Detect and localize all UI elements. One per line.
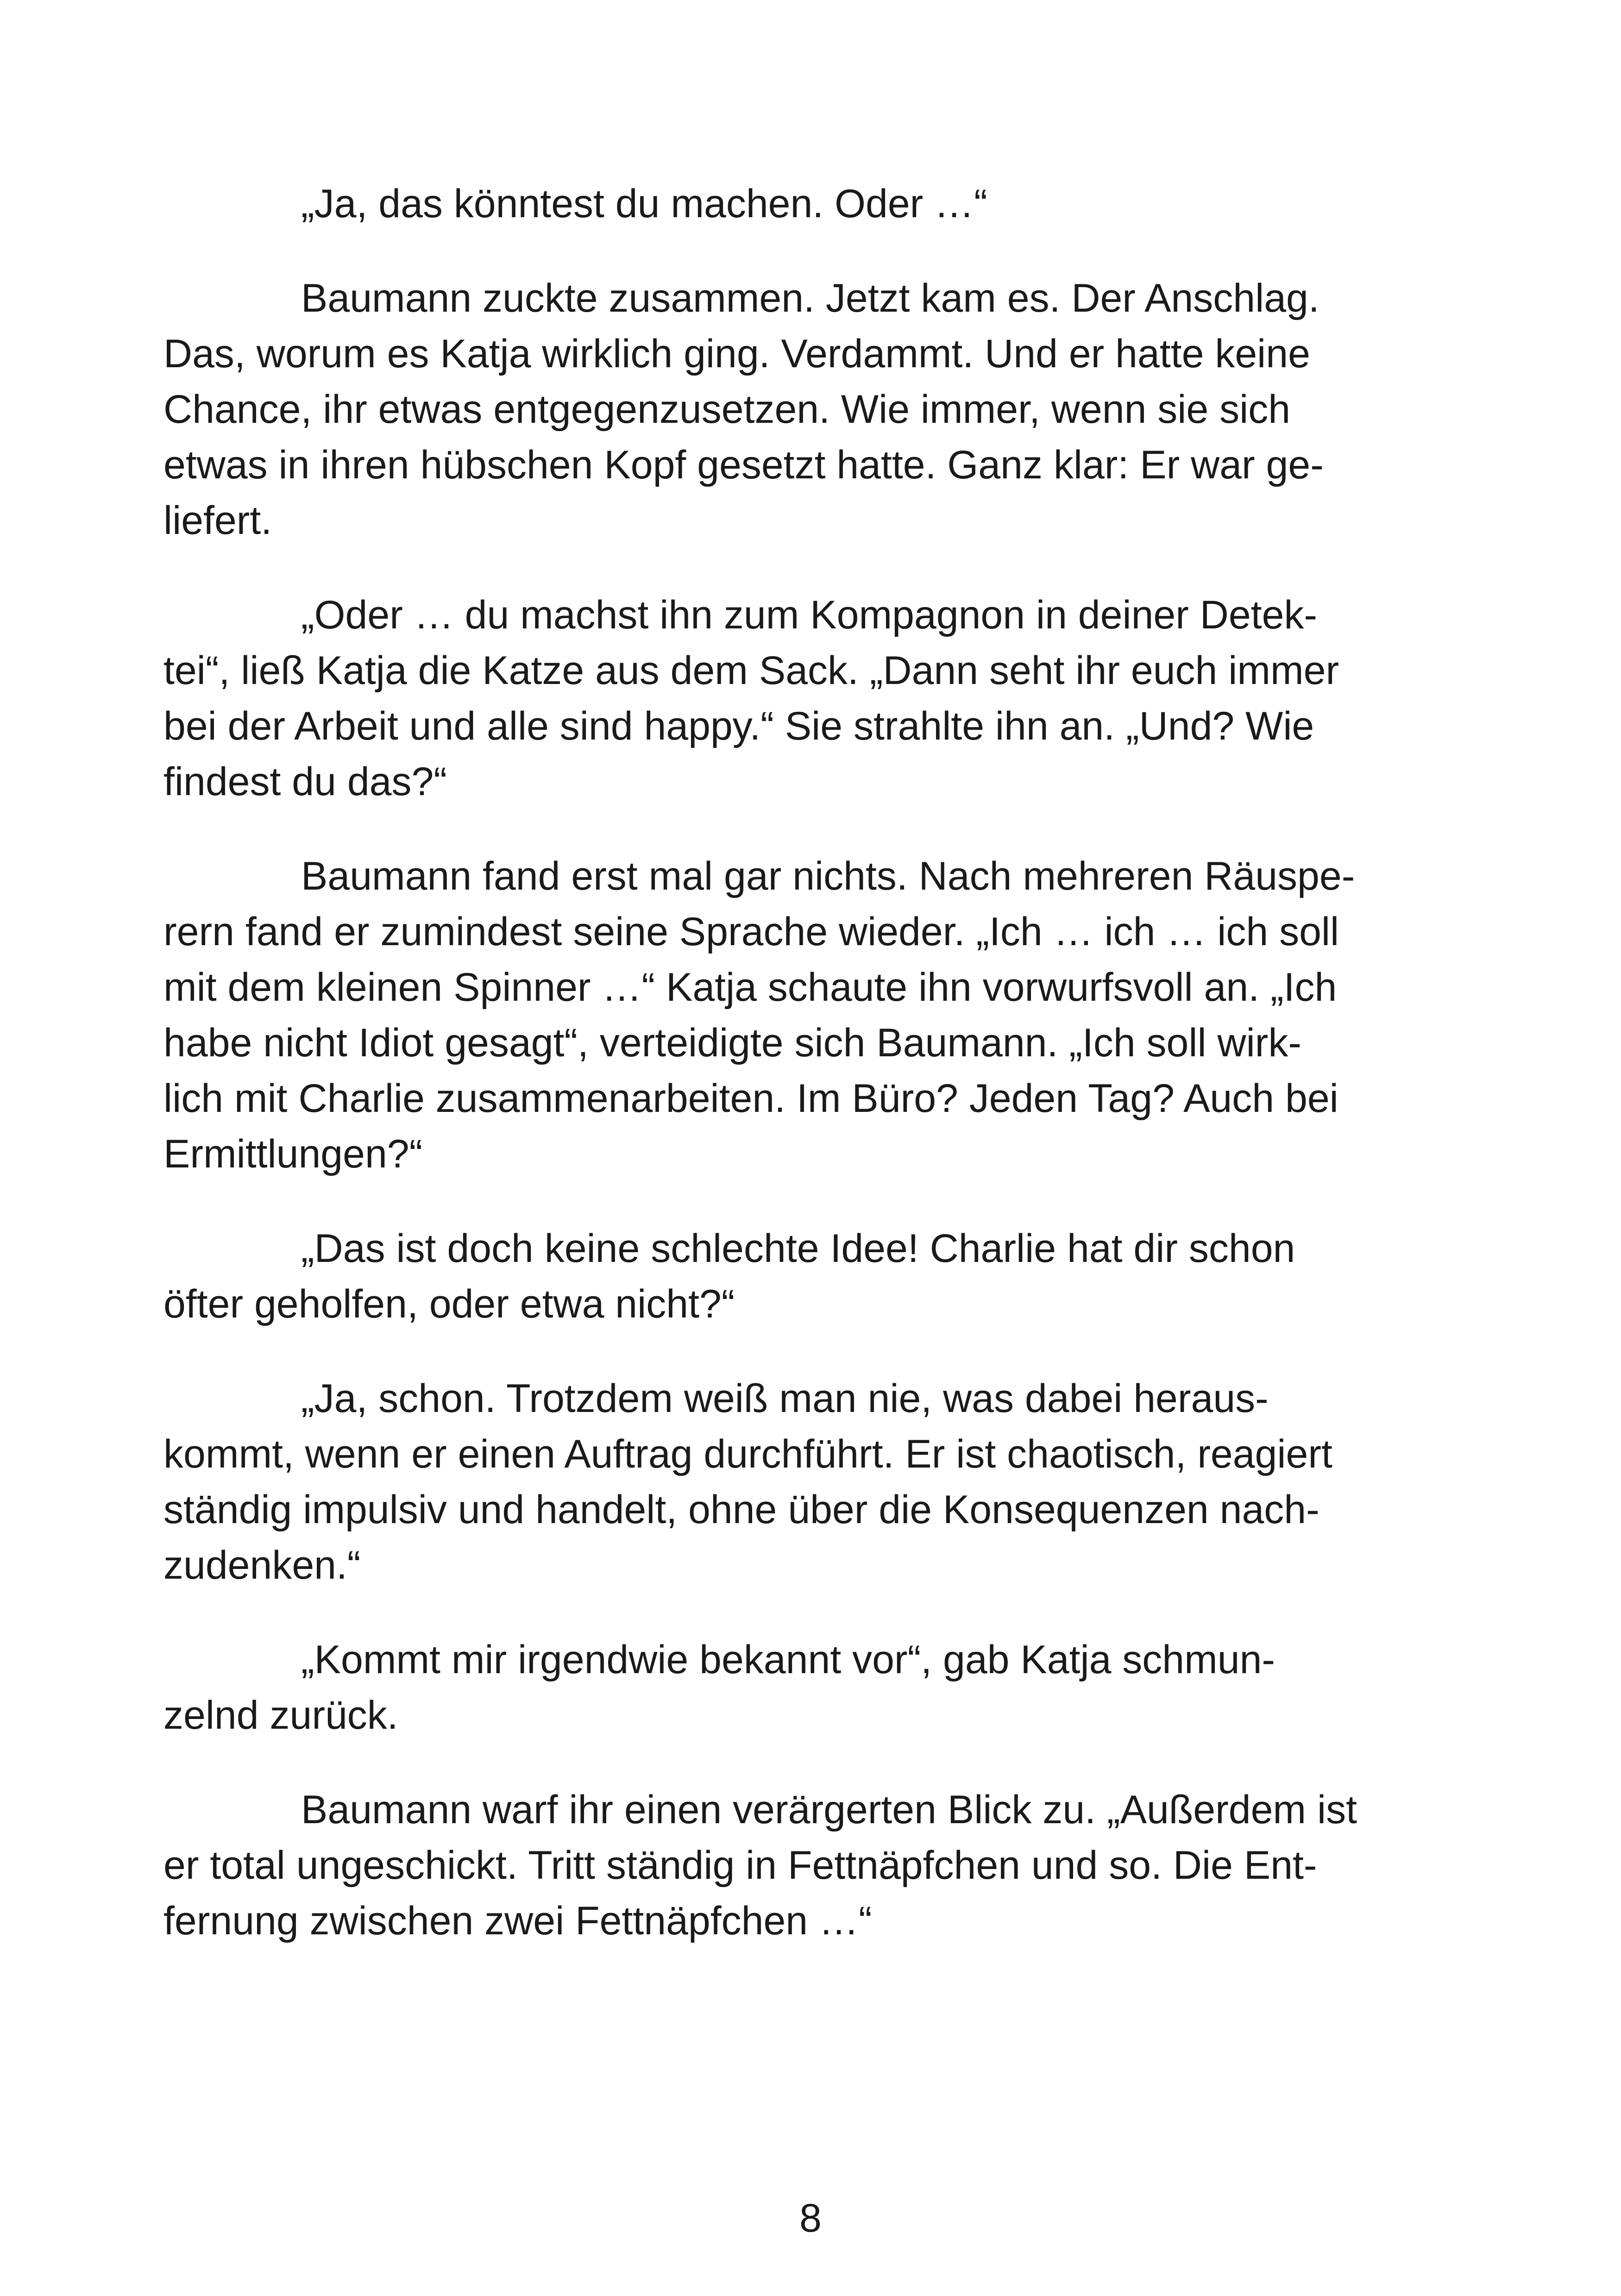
text-line: „Das ist doch keine schlechte Idee! Charlie hat dir schon [301, 1226, 1295, 1271]
paragraph-4 [163, 848, 1442, 1182]
text-line: tei“, ließ Katja die Katze aus dem Sack. „Dann seht ihr euch immer [163, 648, 1339, 693]
text-line: habe nicht Idiot gesagt“, verteidigte sich Baumann. „Ich soll wirk- [163, 1021, 1301, 1065]
text-line: Baumann zuckte zusammen. Jetzt kam es. Der Anschlag. [301, 276, 1319, 320]
text-line: lich mit Charlie zusammenarbeiten. Im Büro? Jeden Tag? Auch bei [163, 1076, 1338, 1121]
text-line: Baumann warf ihr einen verärgerten Blick zu. „Außerdem ist [301, 1788, 1357, 1832]
body-text [163, 176, 1442, 1949]
text-line: er total ungeschickt. Tritt ständig in Fettnäpfchen und so. Die Ent- [163, 1843, 1317, 1888]
text-line: Ermittlungen?“ [163, 1132, 423, 1176]
text-line: liefert. [163, 498, 272, 543]
text-line: mit dem kleinen Spinner …“ Katja schaute ihn vorwurfsvoll an. „Ich [163, 965, 1337, 1010]
paragraph-3 [163, 587, 1442, 809]
text-line: Baumann fand erst mal gar nichts. Nach mehreren Räuspe- [301, 854, 1355, 898]
paragraph-8 [163, 1782, 1442, 1949]
text-line: Chance, ihr etwas entgegenzusetzen. Wie immer, wenn sie sich [163, 387, 1291, 432]
text-line: „Oder … du machst ihn zum Kompagnon in deiner Detek- [301, 593, 1318, 637]
paragraph-6 [163, 1371, 1442, 1593]
paragraph-2 [163, 270, 1442, 548]
paragraph-5 [163, 1221, 1442, 1332]
paragraph-7 [163, 1632, 1442, 1743]
text-line: „Ja, das könntest du machen. Oder …“ [301, 182, 987, 226]
text-line: findest du das?“ [163, 759, 447, 804]
text-line: fernung zwischen zwei Fettnäpfchen …“ [163, 1899, 872, 1943]
text-line: etwas in ihren hübschen Kopf gesetzt hatte. Ganz klar: Er war ge- [163, 443, 1324, 487]
text-line: zelnd zurück. [163, 1693, 398, 1738]
text-line: rern fand er zumindest seine Sprache wieder. „Ich … ich … ich soll [163, 910, 1339, 954]
page-number: 8 [799, 2196, 822, 2240]
text-line: öfter geholfen, oder etwa nicht?“ [163, 1282, 735, 1326]
text-line: ständig impulsiv und handelt, ohne über die Konsequenzen nach- [163, 1487, 1319, 1532]
text-line: „Kommt mir irgendwie bekannt vor“, gab Katja schmun- [301, 1637, 1275, 1682]
text-line: kommt, wenn er einen Auftrag durchführt. Er ist chaotisch, reagiert [163, 1432, 1332, 1476]
text-line: „Ja, schon. Trotzdem weiß man nie, was dabei heraus- [301, 1376, 1269, 1421]
paragraph-1 [163, 176, 1442, 232]
text-line: Das, worum es Katja wirklich ging. Verdammt. Und er hatte keine [163, 332, 1310, 376]
text-line: zudenken.“ [163, 1543, 361, 1587]
text-line: bei der Arbeit und alle sind happy.“ Sie strahlte ihn an. „Und? Wie [163, 704, 1314, 748]
